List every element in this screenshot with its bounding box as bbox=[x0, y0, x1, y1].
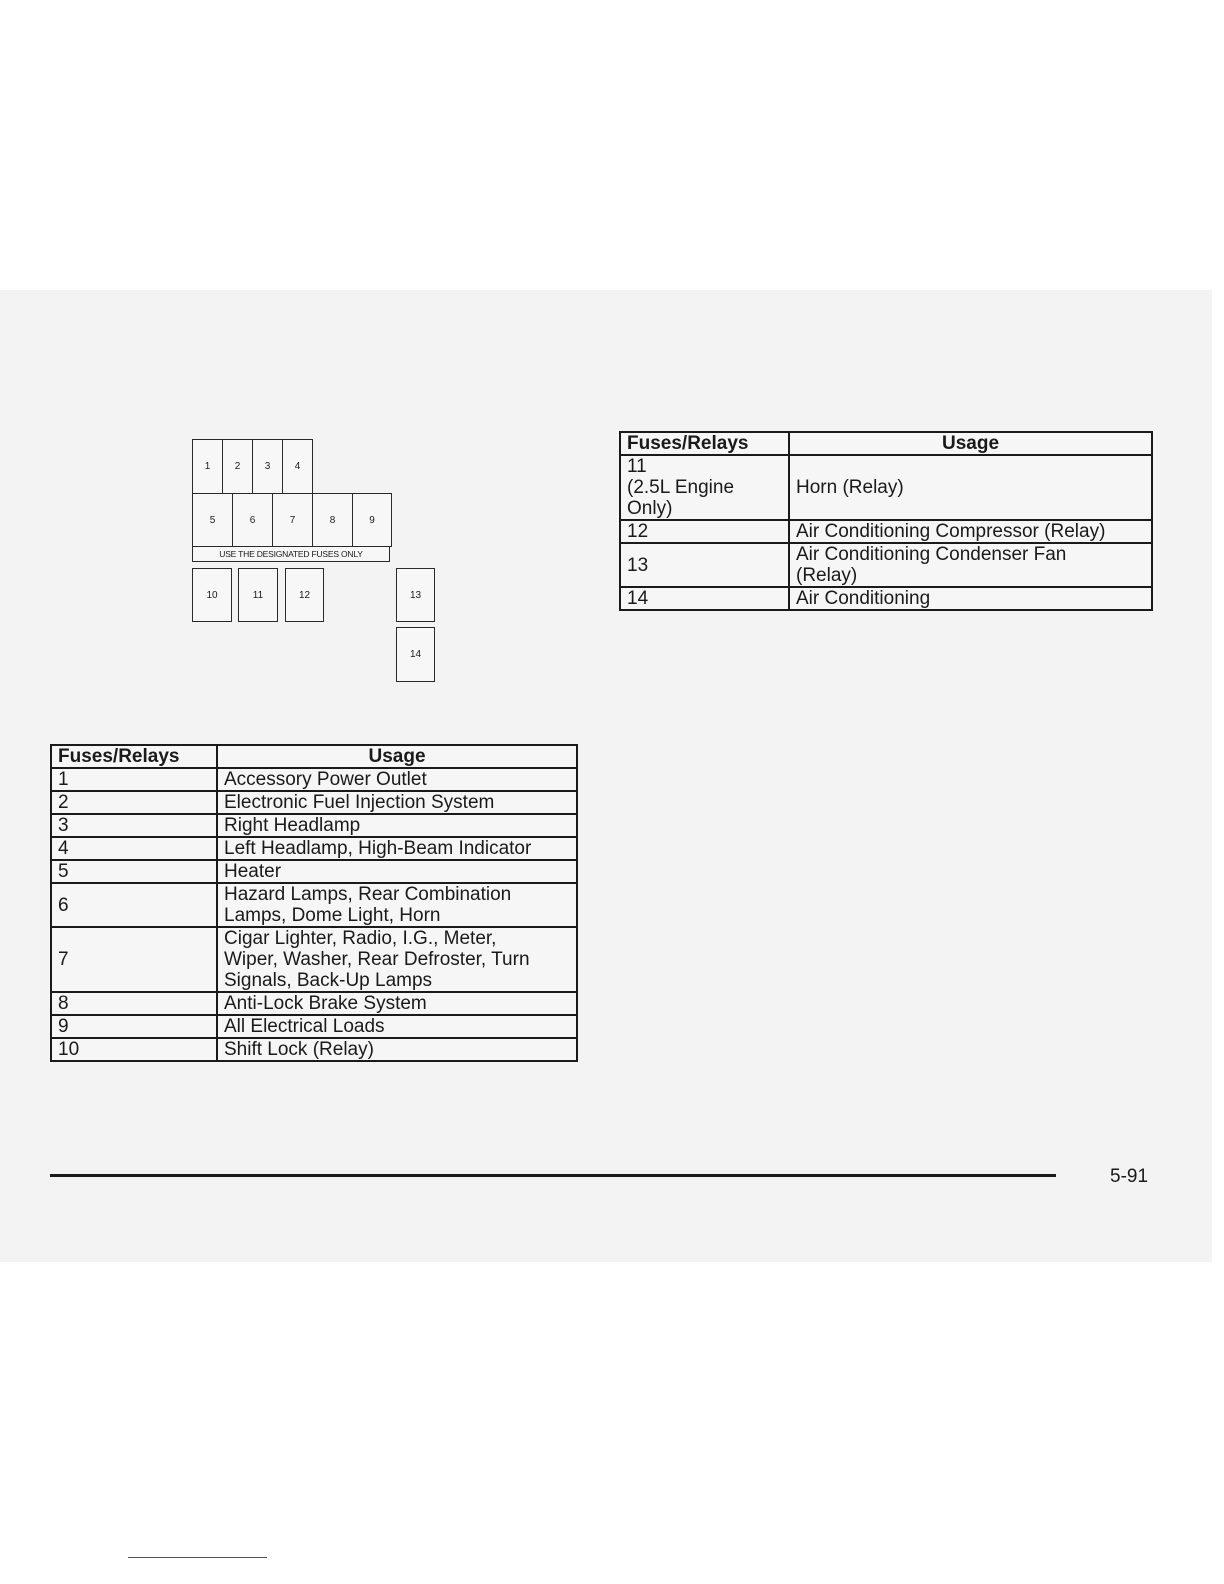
fuse-slot-2: 2 bbox=[222, 439, 253, 494]
fuse-number-cell: 1 bbox=[51, 768, 217, 791]
fuse-slot-10: 10 bbox=[192, 568, 232, 622]
fuse-number-cell: 7 bbox=[51, 927, 217, 992]
fuse-number-cell: 3 bbox=[51, 814, 217, 837]
usage-cell: Hazard Lamps, Rear Combination Lamps, Dome Light, Horn bbox=[217, 883, 577, 927]
fuse-number-cell: 8 bbox=[51, 992, 217, 1015]
fuse-slot-9: 9 bbox=[352, 493, 392, 547]
table-row bbox=[620, 543, 1152, 587]
usage-cell: Cigar Lighter, Radio, I.G., Meter, Wiper, Washer, Rear Defroster, Turn Signals, Back-Up Lamps bbox=[217, 927, 577, 992]
table-row bbox=[51, 1015, 577, 1038]
table-header-row bbox=[51, 745, 577, 768]
page-number: 5-91 bbox=[1110, 1166, 1149, 1187]
fuse-number-cell: 9 bbox=[51, 1015, 217, 1038]
column-header-usage: Usage bbox=[217, 745, 577, 768]
fuse-number-cell: 10 bbox=[51, 1038, 217, 1061]
usage-cell: Heater bbox=[217, 860, 577, 883]
fuse-slot-1: 1 bbox=[192, 439, 223, 494]
fuse-slot-8: 8 bbox=[312, 493, 353, 547]
table-row bbox=[620, 455, 1152, 520]
table-row bbox=[51, 883, 577, 927]
usage-cell: Accessory Power Outlet bbox=[217, 768, 577, 791]
fuse-slot-3: 3 bbox=[252, 439, 283, 494]
fuse-number-cell: 11 (2.5L Engine Only) bbox=[620, 455, 789, 520]
table-row bbox=[620, 587, 1152, 610]
fuse-slot-7: 7 bbox=[272, 493, 313, 547]
fuse-slot-5: 5 bbox=[192, 493, 233, 547]
table-row bbox=[51, 791, 577, 814]
fuse-number-cell: 5 bbox=[51, 860, 217, 883]
usage-cell: Anti-Lock Brake System bbox=[217, 992, 577, 1015]
table-row bbox=[51, 768, 577, 791]
usage-cell: All Electrical Loads bbox=[217, 1015, 577, 1038]
usage-cell: Right Headlamp bbox=[217, 814, 577, 837]
fuse-number-cell: 14 bbox=[620, 587, 789, 610]
table-row bbox=[51, 860, 577, 883]
fuse-slot-13: 13 bbox=[396, 568, 435, 622]
fuse-number-cell: 2 bbox=[51, 791, 217, 814]
table-row bbox=[51, 992, 577, 1015]
fuse-slot-11: 11 bbox=[238, 568, 278, 622]
fuse-slot-12: 12 bbox=[285, 568, 324, 622]
fuse-number-cell: 12 bbox=[620, 520, 789, 543]
fuse-slot-4: 4 bbox=[282, 439, 313, 494]
fuse-usage-table-right bbox=[619, 431, 1153, 611]
table-row bbox=[51, 837, 577, 860]
usage-cell: Air Conditioning bbox=[789, 587, 1152, 610]
fuse-slot-6: 6 bbox=[232, 493, 273, 547]
usage-cell: Horn (Relay) bbox=[789, 455, 1152, 520]
table-row bbox=[51, 1038, 577, 1061]
column-header-fuses: Fuses/Relays bbox=[51, 745, 217, 768]
bottom-underline bbox=[128, 1557, 267, 1558]
fuse-usage-table-left bbox=[50, 744, 578, 1062]
fuse-number-cell: 13 bbox=[620, 543, 789, 587]
fuse-number-cell: 6 bbox=[51, 883, 217, 927]
table-row bbox=[51, 927, 577, 992]
usage-cell: Electronic Fuel Injection System bbox=[217, 791, 577, 814]
fuse-number-cell: 4 bbox=[51, 837, 217, 860]
column-header-fuses: Fuses/Relays bbox=[620, 432, 789, 455]
table-header-row bbox=[620, 432, 1152, 455]
fuse-caption: USE THE DESIGNATED FUSES ONLY bbox=[192, 546, 390, 562]
usage-cell: Air Conditioning Condenser Fan (Relay) bbox=[789, 543, 1152, 587]
column-header-usage: Usage bbox=[789, 432, 1152, 455]
footer-rule bbox=[50, 1174, 1056, 1177]
usage-cell: Shift Lock (Relay) bbox=[217, 1038, 577, 1061]
table-row bbox=[620, 520, 1152, 543]
usage-cell: Air Conditioning Compressor (Relay) bbox=[789, 520, 1152, 543]
usage-cell: Left Headlamp, High-Beam Indicator bbox=[217, 837, 577, 860]
fuse-slot-14: 14 bbox=[396, 627, 435, 682]
table-row bbox=[51, 814, 577, 837]
